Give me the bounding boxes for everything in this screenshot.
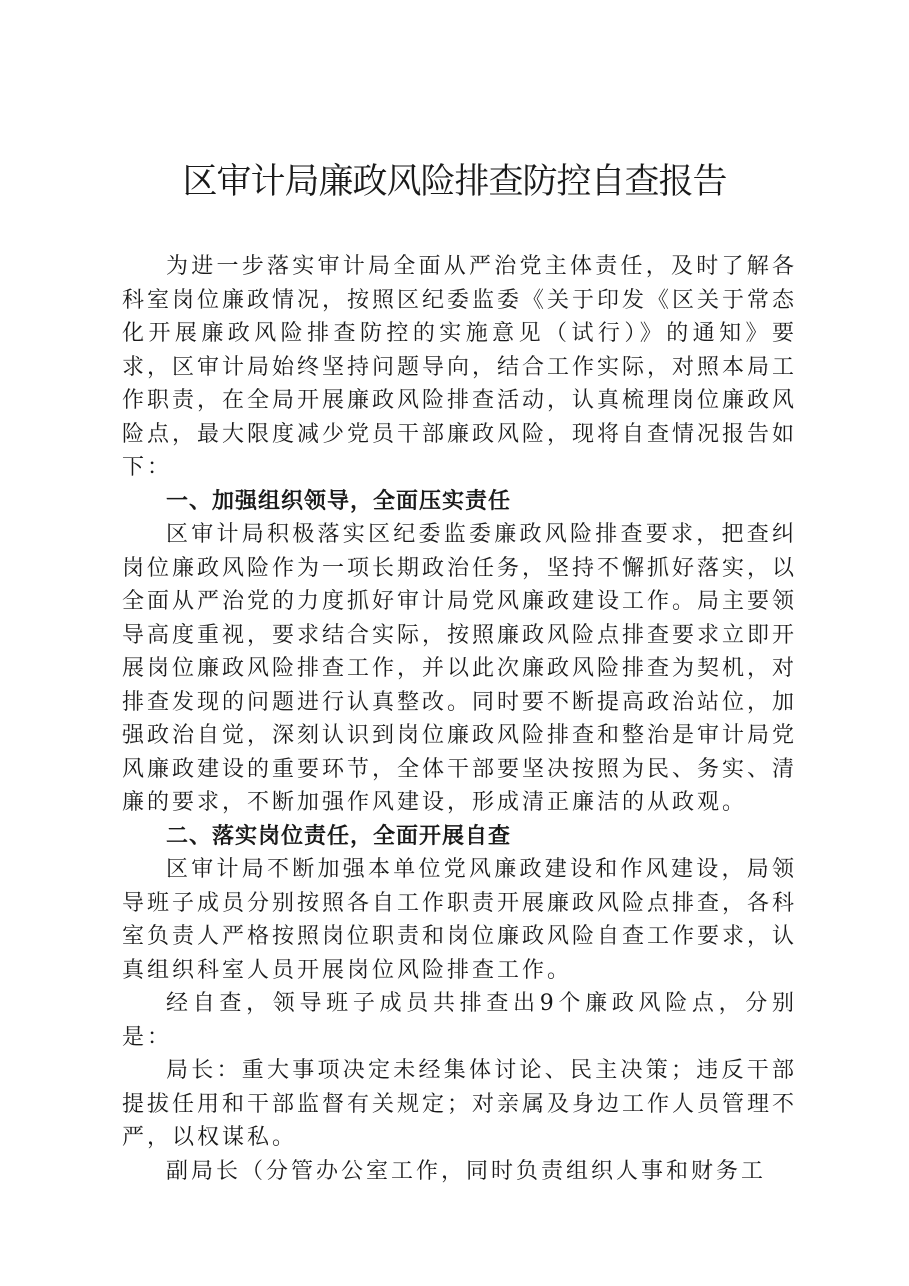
section-heading-1: 一、加强组织领导，全面压实责任 (166, 488, 512, 514)
intro-paragraph: 为进一步落实审计局全面从严治党主体责任，及时了解各科室岗位廉政情况，按照区纪委监委《关于印发《区关于常态化开展廉政风险排查防控的实施意见（试行）》的通知》要求，区审计局始终坚持问题导向，结合工作实际，对照本局工作职责，在全局开展廉政风险排查活动，认真梳理岗位廉政风险点，最大限度减少党员干部廉政风险，现将自查情况报告如下： (122, 254, 798, 480)
section-heading-2: 二、落实岗位责任，全面开展自查 (166, 823, 512, 849)
section-2-paragraph: 区审计局不断加强本单位党风廉政建设和作风建设，局领导班子成员分别按照各自工作职责开展廉政风险点排查，各科室负责人严格按照岗位职责和岗位廉政风险自查工作要求，认真组织科室人员开展岗位风险排查工作。 (122, 857, 798, 983)
document-body (122, 250, 797, 1188)
director-risk-paragraph: 局长：重大事项决定未经集体讨论、民主决策；违反干部提拔任用和干部监督有关规定；对亲属及身边工作人员管理不严，以权谋私。 (122, 1058, 798, 1150)
self-check-summary-paragraph: 经自查，领导班子成员共排查出9个廉政风险点，分别是： (122, 991, 797, 1050)
page-title: 区审计局廉政风险排查防控自查报告 (182, 162, 727, 202)
section-1-paragraph: 区审计局积极落实区纪委监委廉政风险排查要求，把查纠岗位廉政风险作为一项长期政治任务，坚持不懈抓好落实，以全面从严治党的力度抓好审计局党风廉政建设工作。局主要领导高度重视，要求结合实际，按照廉政风险点排查要求立即开展岗位廉政风险排查工作，并以此次廉政风险排查为契机，对排查发现的问题进行认真整改。同时要不断提高政治站位，加强政治自觉，深刻认识到岗位廉政风险排查和整治是审计局党风廉政建设的重要环节，全体干部要坚决按照为民、务实、清廉的要求，不断加强作风建设，形成清正廉洁的从政观。 (122, 522, 798, 815)
deputy-director-paragraph: 副局长（分管办公室工作，同时负责组织人事和财务工 (166, 1158, 767, 1184)
